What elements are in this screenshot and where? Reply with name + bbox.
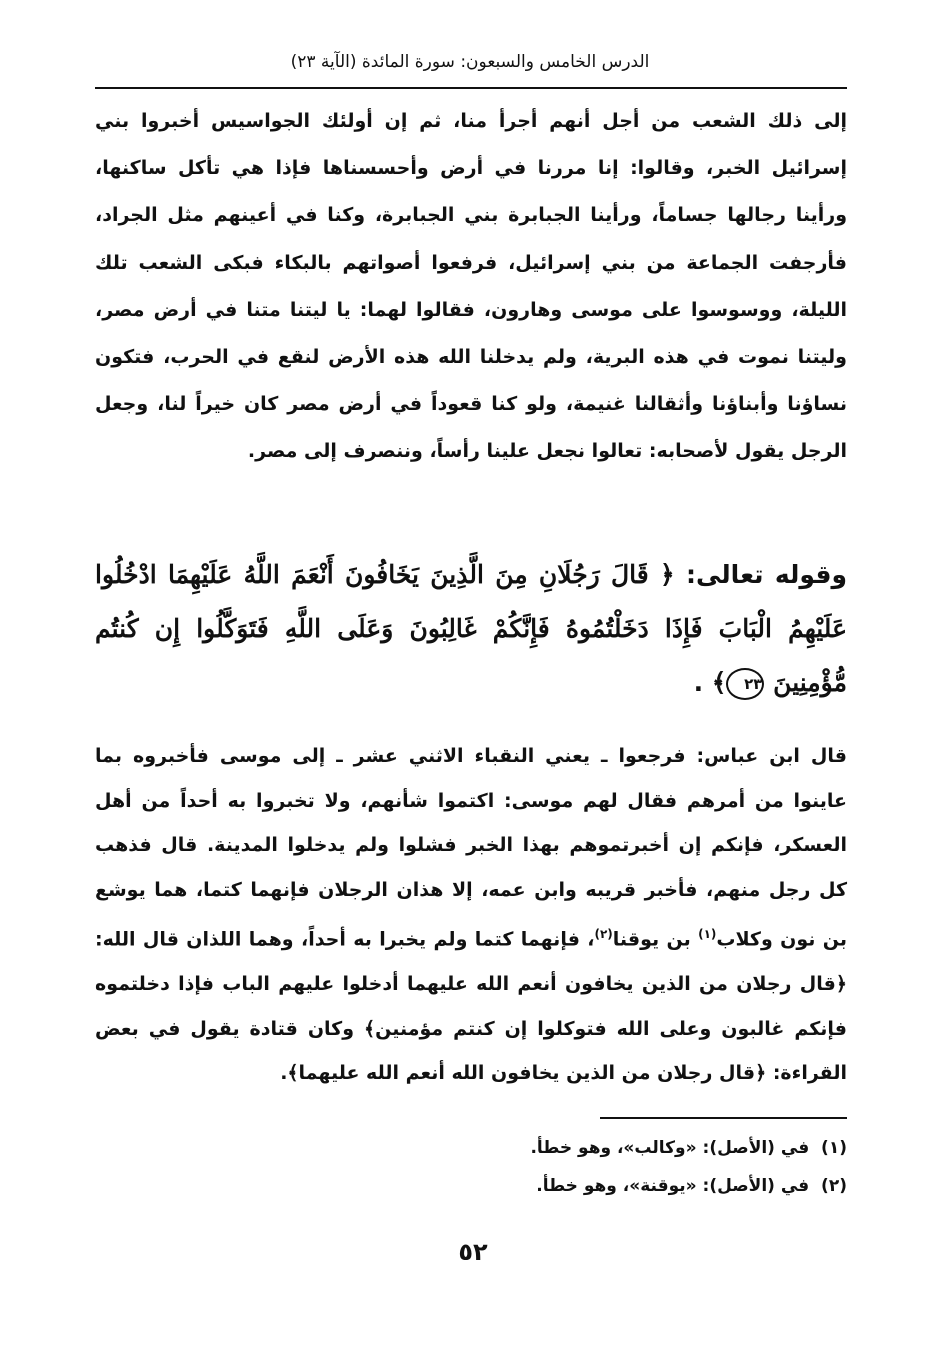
narration-text-c: ، فإنهما كتما ولم يخبرا به أحداً، وهما اللذان قال الله: ﴿قال رجلان من الذين يخافون أنعم الله عليهما أدخلوا عليهم الباب فإذا دخلتموه فإنكم غالبون وعلى الله فتوكلوا إن كنتم مؤمنين﴾ وكان قتادة يقول في بعض القراءة: ﴿قال رجلان من الذين يخافون الله أنعم الله عليهما﴾. (95, 928, 847, 1085)
verse-open-bracket: ﴿ (660, 560, 675, 589)
footnote-divider (600, 1117, 847, 1119)
header-divider (95, 87, 847, 89)
narration-text-a: فرجعوا ـ يعني النقباء الاثني عشر ـ إلى موسى فأخبروه بما عاينوا من أمرهم فقال لهم موسى: اكتموا شأنهم، ولا تخبروا به أحداً من أهل العسكر، فإنكم إن أخبرتموهم بهذا الخبر فشلوا ولم يدخلوا المدينة. قال فذهب كل رجل منهم، فأخبر قريبه وابن عمه، إلا هذان الرجلان فإنهما كتما، هما يوشع بن نون وكلاب (95, 745, 847, 951)
verse-end: . (693, 668, 704, 697)
body-paragraph-3 (95, 734, 847, 1096)
footnote-number: (٢) (821, 1176, 847, 1196)
footnote-ref-1[interactable]: (١) (698, 927, 717, 942)
quran-verse-paragraph (95, 548, 847, 710)
footnote-text: في (الأصل): «وكالب»، وهو خطأ. (530, 1138, 810, 1158)
footnote-2 (300, 1176, 847, 1196)
page-number: ٥٢ (458, 1238, 488, 1266)
footnote-number: (١) (821, 1138, 847, 1158)
verse-close-bracket: ﴾ (711, 668, 727, 697)
narration-text-b: بن يوقنا (612, 928, 691, 951)
running-header: الدرس الخامس والسبعون: سورة المائدة (الآية ٢٣) (290, 52, 650, 72)
footnote-ref-2[interactable]: (٢) (594, 927, 613, 942)
footnote-text: في (الأصل): «يوقنة»، وهو خطأ. (536, 1176, 810, 1196)
footnote-1 (300, 1138, 847, 1158)
quran-verse-text: قَالَ رَجُلَانِ مِنَ الَّذِينَ يَخَافُونَ أَنْعَمَ اللَّهُ عَلَيْهِمَا ادْخُلُوا عَلَيْهِمُ الْبَابَ فَإِذَا دَخَلْتُمُوهُ فَإِنَّكُمْ غَالِبُونَ وَعَلَى اللَّهِ فَتَوَكَّلُوا إِن كُنتُم مُّؤْمِنِينَ (95, 560, 847, 697)
verse-intro: وقوله تعالى: (686, 560, 847, 589)
aya-number-marker: ٢٣ (726, 668, 764, 700)
body-paragraph-1: إلى ذلك الشعب من أجل أنهم أجرأ منا، ثم إن أولئك الجواسيس أخبروا بني إسرائيل الخبر، وقالوا: إنا مررنا في أرض وأحسسناها فإذا هي تأكل ساكنها، ورأينا رجالها جساماً، ورأينا الجبابرة بني الجبابرة، وكنا في أعينهم مثل الجراد، فأرجفت الجماعة من بني إسرائيل، فرفعوا أصواتهم بالبكاء فبكى الشعب تلك الليلة، ووسوسوا على موسى وهارون، فقالوا لهما: يا ليتنا متنا في أرض مصر، وليتنا نموت في هذه البرية، ولم يدخلنا الله هذه الأرض لنقع في الحرب، فتكون نساؤنا وأبناؤنا وأثقالنا غنيمة، ولو كنا قعوداً في أرض مصر كان خيراً لنا، وجعل الرجل يقول لأصحابه: تعالوا نجعل علينا رأساً، وننصرف إلى مصر. (95, 110, 847, 463)
narrator-lead: قال ابن عباس: (696, 745, 847, 767)
